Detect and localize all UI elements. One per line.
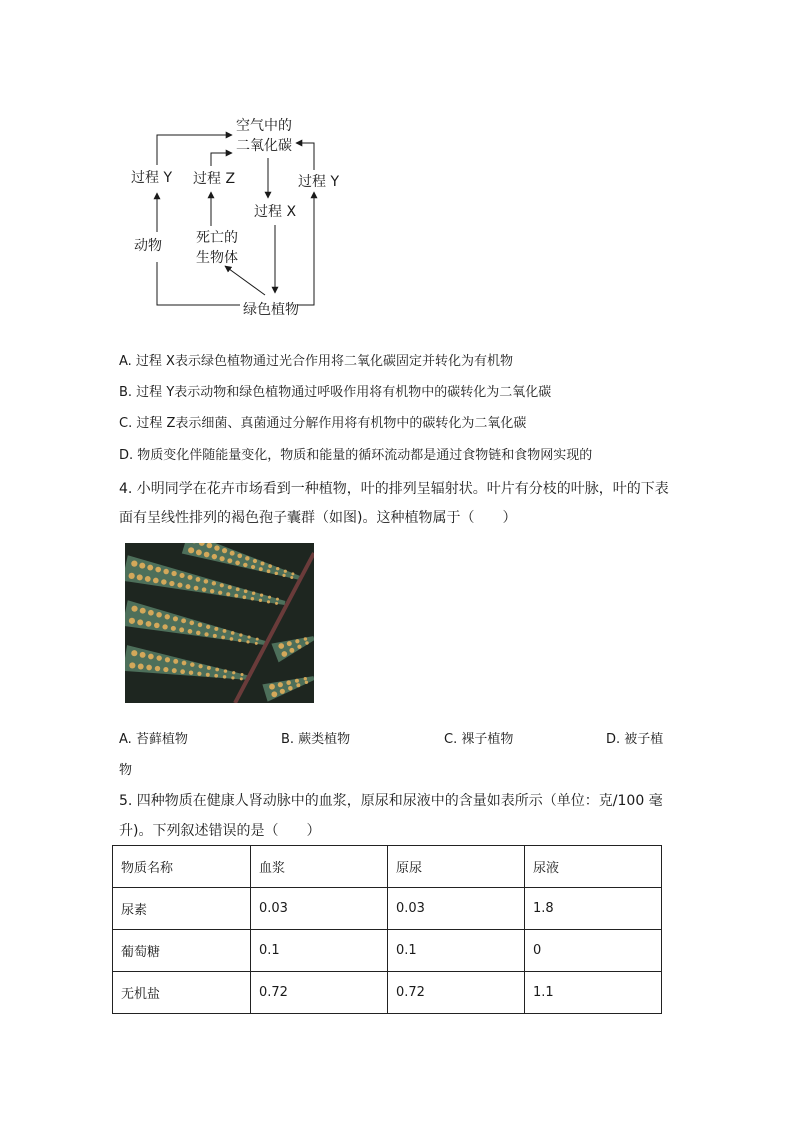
label-air-co2-2: 二氧化碳 — [236, 138, 292, 154]
label-process-y-right: 过程 Y — [298, 174, 340, 190]
arrow-plant-to-dead — [225, 266, 265, 295]
arrow-processZ-to-co2 — [211, 153, 232, 166]
q5-stem-line2: 升)。下列叙述错误的是（ ） — [119, 823, 321, 839]
arrow-processY-right-to-co2 — [296, 143, 314, 170]
table-header-cell: 尿液 — [525, 846, 662, 888]
q3-option-b: B. 过程 Y表示动物和绿色植物通过呼吸作用将有机物中的碳转化为二氧化碳 — [119, 385, 552, 400]
q4-option-c: C. 裸子植物 — [444, 732, 514, 747]
table-cell: 0.03 — [251, 888, 388, 930]
table-cell: 葡萄糖 — [113, 930, 251, 972]
table-cell: 0.1 — [388, 930, 525, 972]
q4-stem-line2: 面有呈线性排列的褐色孢子囊群（如图)。这种植物属于（ ） — [119, 510, 517, 526]
table-row — [113, 888, 662, 930]
q3-option-d: D. 物质变化伴随能量变化，物质和能量的循环流动都是通过食物链和食物网实现的 — [119, 448, 593, 463]
table-row — [113, 930, 662, 972]
label-green-plant: 绿色植物 — [243, 302, 299, 318]
fern-sori-photo — [125, 543, 314, 703]
label-process-z: 过程 Z — [193, 171, 236, 187]
table-cell: 0.72 — [251, 972, 388, 1014]
table-row — [113, 972, 662, 1014]
table-header-cell: 原尿 — [388, 846, 525, 888]
q4-stem-line1: 4. 小明同学在花卉市场看到一种植物，叶的排列呈辐射状。叶片有分枝的叶脉，叶的下表 — [119, 481, 669, 497]
label-process-y-left: 过程 Y — [131, 170, 173, 186]
label-air-co2-1: 空气中的 — [236, 118, 292, 134]
label-dead-2: 生物体 — [196, 250, 238, 266]
table-header-cell: 血浆 — [251, 846, 388, 888]
table-cell: 0 — [525, 930, 662, 972]
carbon-cycle-diagram — [0, 0, 794, 340]
table-cell: 无机盐 — [113, 972, 251, 1014]
table-header-row — [113, 846, 662, 888]
q5-data-table — [112, 845, 662, 1014]
q3-option-a: A. 过程 X表示绿色植物通过光合作用将二氧化碳固定并转化为有机物 — [119, 354, 513, 369]
arrow-processY-to-co2-left — [157, 135, 232, 165]
table-cell: 尿素 — [113, 888, 251, 930]
q5-stem-line1: 5. 四种物质在健康人肾动脉中的血浆，原尿和尿液中的含量如表所示（单位：克/100 毫 — [119, 793, 663, 809]
table-cell: 0.72 — [388, 972, 525, 1014]
table-cell: 1.8 — [525, 888, 662, 930]
q4-option-a: A. 苔藓植物 — [119, 732, 188, 747]
label-dead-1: 死亡的 — [196, 230, 238, 246]
arrow-plant-to-processY-right — [298, 192, 314, 305]
q4-option-d-wrap: 物 — [119, 763, 133, 778]
table-cell: 1.1 — [525, 972, 662, 1014]
table-cell: 0.03 — [388, 888, 525, 930]
table-cell: 0.1 — [251, 930, 388, 972]
q3-option-c: C. 过程 Z表示细菌、真菌通过分解作用将有机物中的碳转化为二氧化碳 — [119, 416, 527, 431]
table-header-cell: 物质名称 — [113, 846, 251, 888]
label-process-x: 过程 X — [254, 204, 297, 220]
q4-option-d: D. 被子植 — [606, 732, 664, 747]
label-animal: 动物 — [134, 238, 162, 254]
q4-option-b: B. 蕨类植物 — [281, 732, 351, 747]
